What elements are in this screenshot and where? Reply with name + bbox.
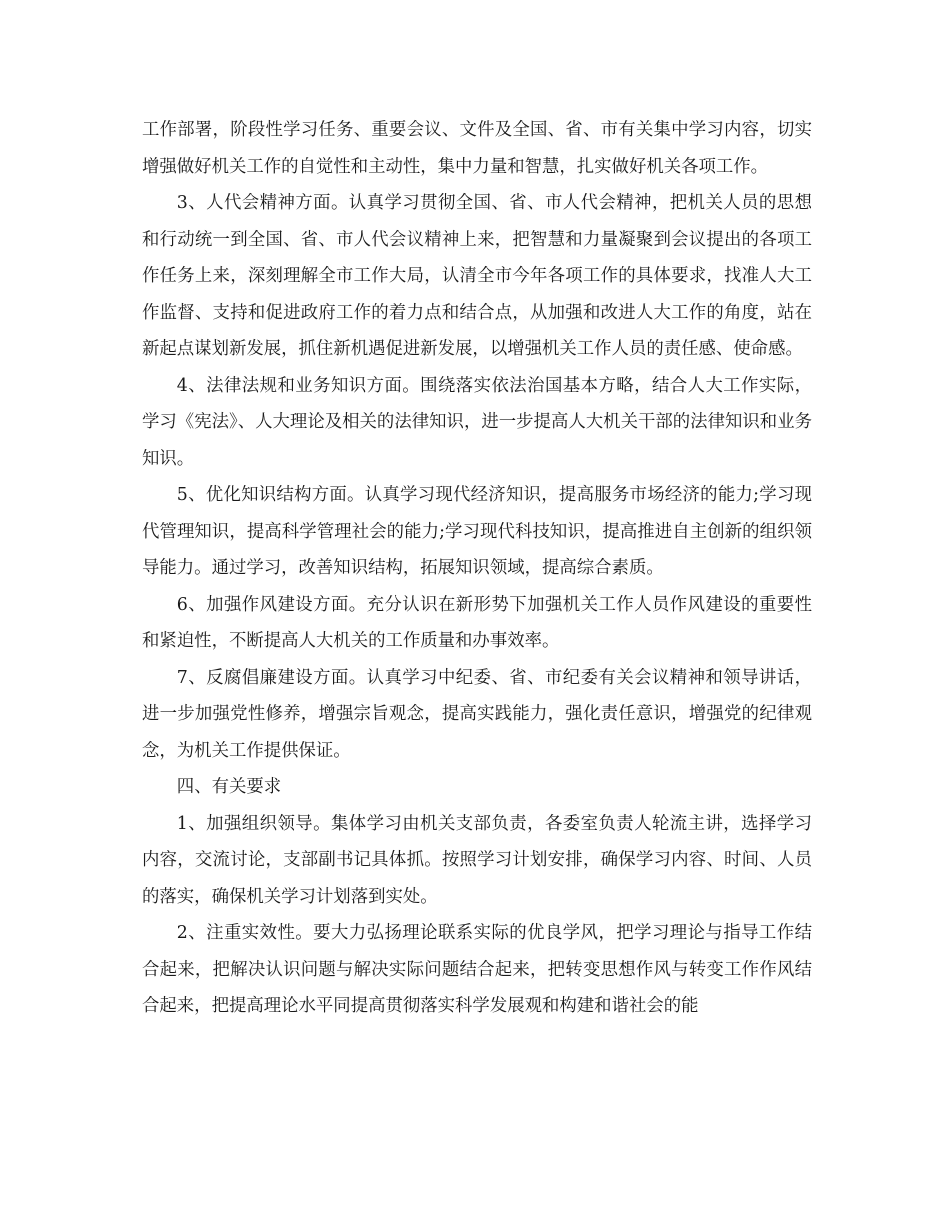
paragraph-npc-spirit: 3、人代会精神方面。认真学习贯彻全国、省、市人代会精神，把机关人员的思想和行动统一到全国、省、市人代会议精神上来，把智慧和力量凝聚到会议提出的各项工作任务上来，深刻理解全市工作大局，认清全市今年各项工作的具体要求，找准人大工作监督、支持和促进政府工作的着力点和结合点，从加强和改进人大工作的角度，站在新起点谋划新发展，抓住新机遇促进新发展，以增强机关工作人员的责任感、使命感。 [142, 193, 812, 359]
paragraph-anti-corruption: 7、反腐倡廉建设方面。认真学习中纪委、省、市纪委有关会议精神和领导讲话，进一步加强党性修养，增强宗旨观念，提高实践能力，强化责任意识，增强党的纪律观念，为机关工作提供保证。 [142, 667, 812, 761]
paragraph-work-style: 6、加强作风建设方面。充分认识在新形势下加强机关工作人员作风建设的重要性和紧迫性，不断提高人大机关的工作质量和办事效率。 [142, 594, 812, 651]
paragraph-laws-and-business-knowledge: 4、法律法规和业务知识方面。围绕落实依法治国基本方略，结合人大工作实际，学习《宪法》、人大理论及相关的法律知识，进一步提高人大机关干部的法律知识和业务知识。 [142, 375, 812, 469]
section-heading-requirements: 四、有关要求 [176, 777, 282, 797]
paragraph-organizational-leadership: 1、加强组织领导。集体学习由机关支部负责，各委室负责人轮流主讲，选择学习内容，交流讨论，支部副书记具体抓。按照学习计划安排，确保学习内容、时间、人员的落实，确保机关学习计划落到实处。 [142, 813, 812, 907]
document-body [142, 112, 812, 1025]
paragraph-work-deployment-continuation: 工作部署，阶段性学习任务、重要会议、文件及全国、省、市有关集中学习内容，切实增强做好机关工作的自觉性和主动性，集中力量和智慧，扎实做好机关各项工作。 [142, 120, 812, 177]
paragraph-practical-effectiveness: 2、注重实效性。要大力弘扬理论联系实际的优良学风，把学习理论与指导工作结合起来，把解决认识问题与解决实际问题结合起来，把转变思想作风与转变工作作风结合起来，把提高理论水平同提高贯彻落实科学发展观和构建和谐社会的能 [142, 923, 812, 1016]
paragraph-knowledge-structure: 5、优化知识结构方面。认真学习现代经济知识，提高服务市场经济的能力;学习现代管理知识，提高科学管理社会的能力;学习现代科技知识，提高推进自主创新的组织领导能力。通过学习，改善知识结构，拓展知识领域，提高综合素质。 [142, 485, 812, 578]
